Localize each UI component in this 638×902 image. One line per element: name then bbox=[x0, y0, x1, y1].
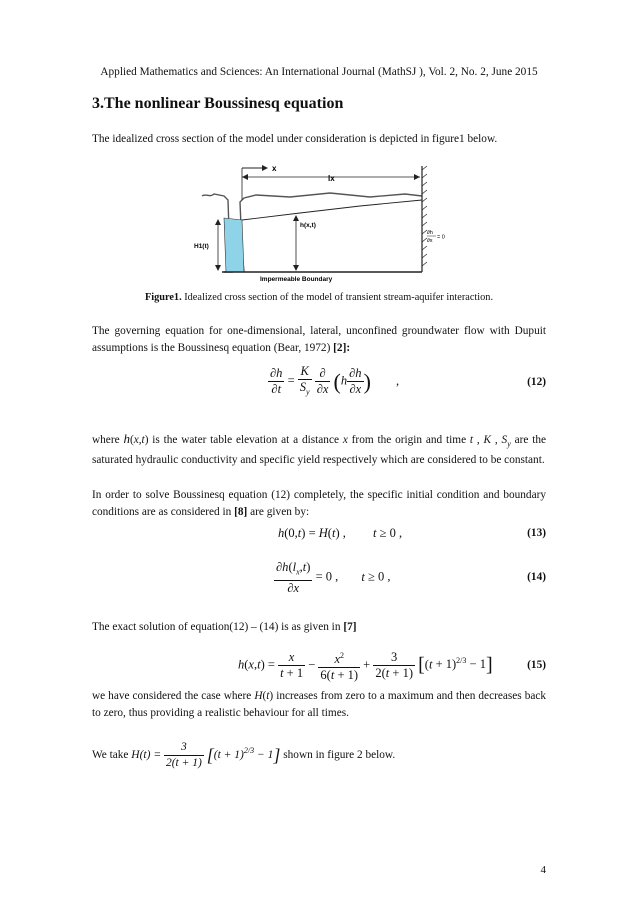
where-text-c: are the saturated hydraulic conductivity and specific yield respectively which are considered to be constant. bbox=[92, 434, 547, 467]
page-number: 4 bbox=[540, 864, 546, 876]
case-text-a: we have considered the case where bbox=[92, 690, 252, 702]
intro-paragraph: The idealized cross section of the model under consideration is depicted in figure1 below. bbox=[92, 133, 498, 145]
take-text-b: shown in figure 2 below. bbox=[283, 749, 396, 762]
water-table-line bbox=[242, 200, 422, 220]
label-x: x bbox=[272, 164, 277, 173]
label-lx: lx bbox=[328, 174, 335, 183]
ic-paragraph bbox=[92, 487, 546, 521]
ic-text-a: In order to solve Boussinesq equation (12) completely, the specific initial condition and boundary conditions are as considered in bbox=[92, 489, 546, 518]
where-prefix: where bbox=[92, 434, 120, 446]
running-header: Applied Mathematics and Sciences: An International Journal (MathSJ ), Vol. 2, No. 2, June 2015 bbox=[100, 66, 538, 78]
where-paragraph: where h(x,t) is the water table elevation at a distance x from the origin and time t , K , $S_y$ are the saturated hydraulic conductivity and specific yield respectively which are considered to be constant. bbox=[92, 431, 547, 467]
figure-1-caption-text: Idealized cross section of the model of transient stream-aquifer interaction. bbox=[184, 292, 494, 303]
governing-text: The governing equation for one-dimensional, lateral, unconfined groundwater flow with Dupuit assumptions is the Boussinesq equation (Bear, 1972) bbox=[92, 325, 546, 354]
equation-14: $\frac{\partial h(l_x,t)}{\partial x}$ = 0 , t ≥ 0 , bbox=[276, 560, 391, 595]
case-text-b: increases from zero to a maximum and then decreases back to zero, thus providing a realistic behaviour for all times. bbox=[92, 690, 547, 719]
section-title: 3.The nonlinear Boussinesq equation bbox=[92, 95, 344, 112]
equation-15-number: (15) bbox=[527, 659, 546, 671]
figure-1-caption bbox=[0, 292, 638, 303]
equation-13-number: (13) bbox=[527, 527, 546, 539]
label-H1: H1(t) bbox=[194, 243, 209, 250]
equation-12-number: (12) bbox=[527, 376, 546, 388]
citation-8: [8] bbox=[234, 506, 248, 518]
label-bc-num: ∂h bbox=[427, 230, 433, 236]
equation-12: $\frac{\partial h}{\partial t}$ = $\frac{K}{S_y}$ $\frac{\partial}{\partial x}$ (h $\frac{\partial h}{\partial x}$ ) , bbox=[270, 364, 400, 397]
figure-1-cross-section bbox=[194, 160, 450, 288]
label-impermeable: Impermeable Boundary bbox=[260, 276, 333, 283]
citation-2: [2]: bbox=[333, 342, 351, 354]
equation-15: h(x,t) = $\frac{x}{t + 1}$ − $\frac{x^2}{6(t + 1)}$ + $\frac{3}{2(t + 1)}$ $[(t + 1)^{2/3} - 1]$ bbox=[238, 648, 493, 683]
ic-text-b: are given by: bbox=[250, 506, 310, 518]
where-text-b: from the origin and time bbox=[351, 434, 467, 446]
label-bc-den: ∂x bbox=[427, 238, 433, 244]
exact-paragraph bbox=[92, 619, 546, 636]
governing-paragraph bbox=[92, 323, 546, 357]
figure-1-caption-label: Figure1. bbox=[144, 292, 182, 303]
take-text-a: We take bbox=[92, 749, 129, 762]
label-h: h(x,t) bbox=[300, 222, 316, 229]
citation-7: [7] bbox=[343, 621, 357, 633]
case-paragraph: we have considered the case where H(t) increases from zero to a maximum and then decreases back to zero, thus providing a realistic behaviour for all times. bbox=[92, 690, 547, 719]
take-paragraph: We take H(t) = $\frac{3}{2(t + 1)}$ $[(t + 1)^{2/3} - 1]$ shown in figure 2 below. bbox=[92, 741, 396, 769]
stream-water bbox=[224, 218, 244, 272]
where-text-a: is the water table elevation at a distance bbox=[152, 434, 339, 446]
label-bc-rhs: = 0 bbox=[437, 234, 445, 241]
wall-hatching bbox=[422, 166, 427, 266]
exact-text: The exact solution of equation(12) – (14) is as given in bbox=[92, 621, 341, 633]
equation-13: h(0,t) = H(t) , t ≥ 0 , bbox=[278, 526, 403, 540]
equation-14-number: (14) bbox=[527, 571, 546, 583]
